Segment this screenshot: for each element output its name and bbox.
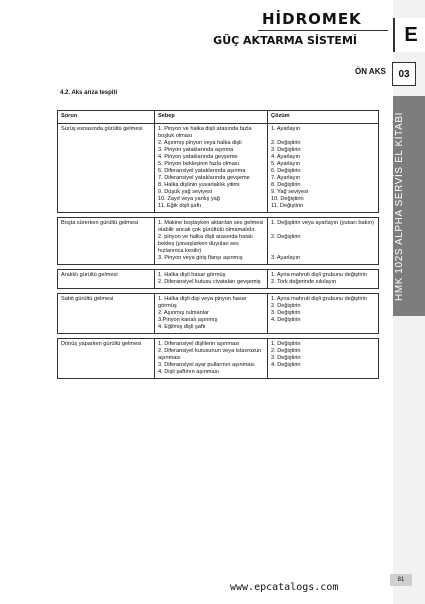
solution-item: 1. Ayarlayın <box>271 126 301 132</box>
table-row <box>58 339 379 379</box>
section-subtitle: GÜÇ AKTARMA SİSTEMİ <box>213 34 357 47</box>
solution-item: 2. Değiştirin <box>271 303 301 309</box>
solution-item: 11. Değiştirin <box>271 203 304 209</box>
cause-item: 1. Pinyon ve halka dişli arasında fazla boşluk olması <box>158 126 252 139</box>
troubleshooting-table <box>57 110 379 379</box>
problem-text: Dönüş yaparken gürültü gelmesi <box>61 341 142 347</box>
solution-item: 2. Değiştirin <box>271 348 301 354</box>
header-rule <box>258 30 388 31</box>
cause-cell <box>155 270 268 289</box>
solution-item: 2. Değiştirin <box>271 140 301 146</box>
solution-item <box>271 241 375 248</box>
section-letter-tab: E <box>393 18 425 52</box>
cause-item: 5. Pinyon bekleşinin fazla olması <box>158 161 240 167</box>
cause-cell <box>155 124 268 213</box>
cause-item: 3. Diferansiyel ayar pullarının aşınması <box>158 362 255 368</box>
solution-item: 1. Ayna mahruti dişli grubunu değiştirin <box>271 272 367 278</box>
cause-item: 1. Makine boştayken aktarılan ses gelmesi olabilir ancak çok gürültülü olmamalıdır. <box>158 220 264 233</box>
cause-item: 2. Aşınmış pinyon veya halka dişli <box>158 140 242 146</box>
page-heading: 4.2. Aks arıza tespiti <box>60 90 118 96</box>
problem-cell <box>58 270 155 289</box>
cause-item: 11. Eğik dişli şaftı <box>158 203 202 209</box>
cause-cell <box>155 294 268 334</box>
solution-item: 5. Ayarlayın <box>271 161 301 167</box>
cause-item: 7. Diferansiyel yataklarında gevşeme <box>158 175 250 181</box>
solution-item: 6. Değiştirin <box>271 168 301 174</box>
solution-item: 3. Değiştirin <box>271 147 301 153</box>
brand-logo: HİDROMEK <box>262 10 362 28</box>
page-number: 81 <box>390 574 412 586</box>
solution-item: 2. Değiştirin <box>271 234 301 240</box>
cause-item: 6. Diferansiyel yataklarında aşınma <box>158 168 246 174</box>
cause-item: 2. pinyon ve halka dişli arasında hatalı bekleş (yavaşlarken duyulan ses hızlanınca kesilir) <box>158 234 253 254</box>
table-header-row <box>58 111 379 124</box>
problem-cell <box>58 124 155 213</box>
cause-item: 4. Pinyon yataklarında gevşeme <box>158 154 238 160</box>
subsection-label: ÖN AKS <box>355 67 386 76</box>
solution-item: 3. Ayarlayın <box>271 255 301 261</box>
solution-item: 4. Ayarlayın <box>271 154 301 160</box>
cause-item: 2. Diferansiyel kutusu civataları gevşemiş <box>158 279 261 285</box>
solution-item: 9. Yağ seviyesi <box>271 189 309 195</box>
problem-text: Sürüş esnasında gürültü gelmesi <box>61 126 143 132</box>
solution-item <box>271 133 375 140</box>
solution-cell <box>268 218 379 265</box>
section-number-tab: 03 <box>392 62 416 86</box>
table-row <box>58 124 379 213</box>
cause-cell <box>155 339 268 379</box>
column-header: Sebep <box>155 111 268 124</box>
cause-item: 3. Pinyon veya giriş flanşı aşınmış <box>158 255 243 261</box>
column-header: Sorun <box>58 111 155 124</box>
solution-item: 1. Değiştirin <box>271 341 301 347</box>
solution-item: 7. Ayarlayın <box>271 175 301 181</box>
solution-item <box>271 248 375 255</box>
solution-item <box>271 227 375 234</box>
side-title: HMK 102S ALPHA SERVİS EL KİTABI <box>394 111 405 301</box>
solution-item: 3. Değiştirin <box>271 310 301 316</box>
problem-text: Boşta sürerken gürültü gelmesi <box>61 220 139 226</box>
cause-item: 8. Halka dişlinin yuvarlaklık yitimi <box>158 182 240 188</box>
solution-item: 4. Değiştirin <box>271 317 301 323</box>
cause-item: 2. Diferansiyel kutusunun veya istavrozun aşınması <box>158 348 262 361</box>
cause-item: 9. Düşük yağ seviyesi <box>158 189 213 195</box>
solution-item: 8. Değiştirin <box>271 182 301 188</box>
cause-item: 1. Diferansiyel dişlilerin aşınması <box>158 341 240 347</box>
table-row <box>58 294 379 334</box>
solution-item: 4. Değiştirin <box>271 362 301 368</box>
solution-item: 1. Ayna mahruti dişli grubunu değiştirin <box>271 296 367 302</box>
cause-item: 4. Eğilmiş dişli şaftı <box>158 324 206 330</box>
cause-item: 10. Zayıf veya yanlış yağ <box>158 196 220 202</box>
solution-cell <box>268 339 379 379</box>
cause-item: 2. Aşınmış rulmanlar <box>158 310 209 316</box>
cause-item: 1. Halka dişli hasar görmüş <box>158 272 226 278</box>
footer-url: www.epcatalogs.com <box>230 582 339 593</box>
column-header: Çözüm <box>268 111 379 124</box>
cause-item: 4. Dişli şaftının aşınması <box>158 369 219 375</box>
solution-item: 10. Değiştirin <box>271 196 304 202</box>
solution-item: 3. Değiştirin <box>271 355 301 361</box>
cause-item: 3.Pinyon kanalı aşınmış <box>158 317 218 323</box>
table-row <box>58 270 379 289</box>
cause-cell <box>155 218 268 265</box>
problem-text: Aralıklı gürültü gelmesi <box>61 272 118 278</box>
problem-cell <box>58 339 155 379</box>
solution-cell <box>268 294 379 334</box>
solution-item: 1. Değiştirin veya ayarlayın (yukarı bakın) <box>271 220 374 226</box>
problem-cell <box>58 218 155 265</box>
cause-item: 1. Halka dişli dişi veya pinyon hasar görmüş <box>158 296 247 309</box>
cause-item: 3. Pinyon yataklarında aşınma <box>158 147 234 153</box>
solution-item: 2. Tork değerinde sıkılayın <box>271 279 337 285</box>
solution-cell <box>268 270 379 289</box>
table-row <box>58 218 379 265</box>
problem-cell <box>58 294 155 334</box>
solution-cell <box>268 124 379 213</box>
problem-text: Sabit gürültü gelmesi <box>61 296 114 302</box>
